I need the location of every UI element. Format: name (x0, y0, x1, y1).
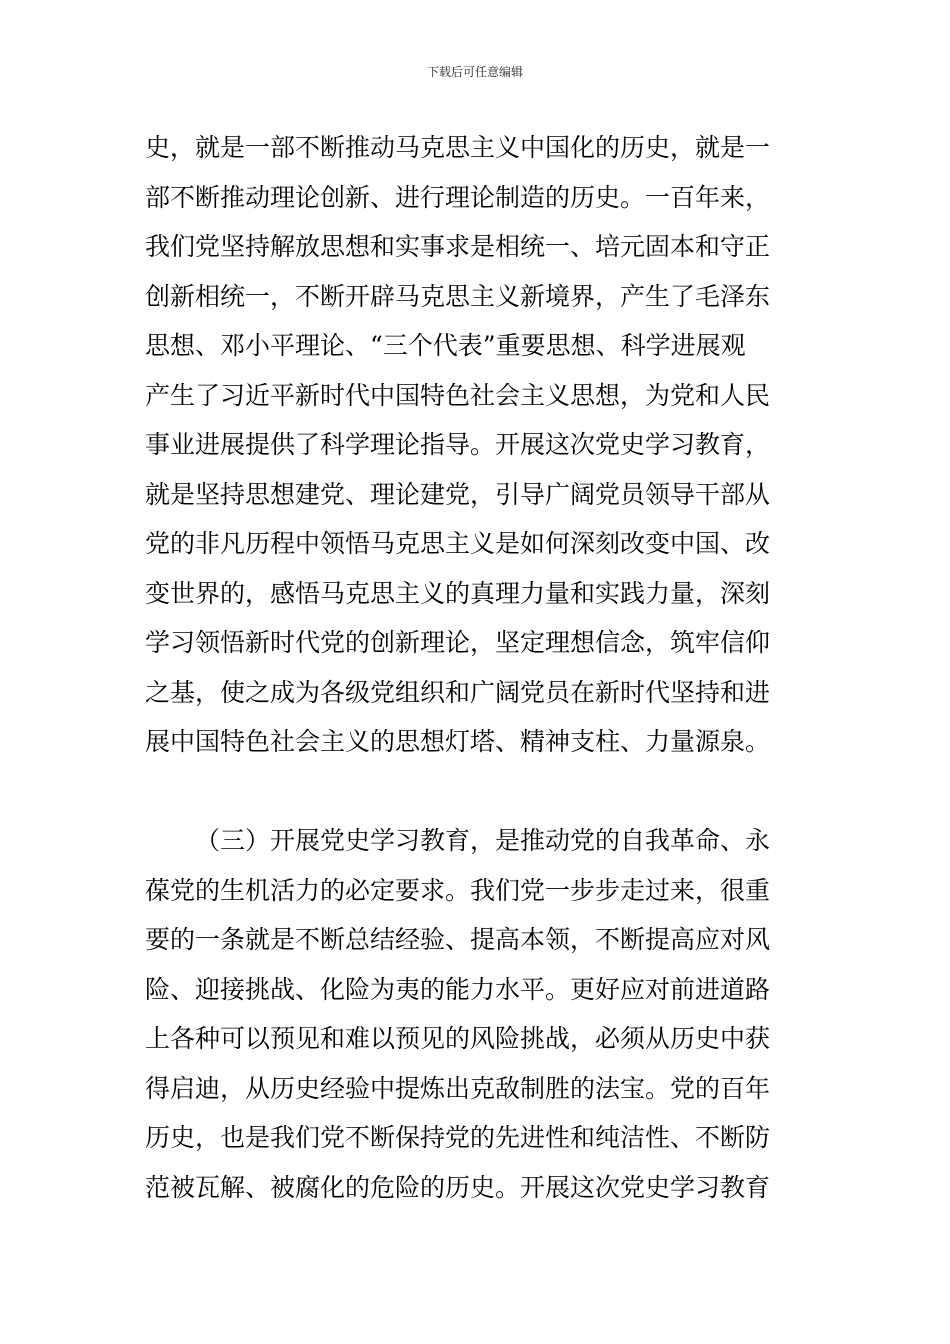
paragraph-line: 变世界的，感悟马克思主义的真理力量和实践力量，深刻 (145, 579, 771, 608)
paragraph-line: 范被瓦解、被腐化的危险的历史。开展这次党史学习教育 (145, 1173, 771, 1202)
paragraph-line: （三）开展党史学习教育，是推动党的自我革命、永 (195, 826, 771, 855)
paragraph-line: 历史，也是我们党不断保持党的先进性和纯洁性、不断防 (145, 1123, 771, 1152)
paragraph-line: 就是坚持思想建党、理论建党，引导广阔党员领导干部从 (145, 480, 771, 509)
paragraph-line: 创新相统一，不断开辟马克思主义新境界，产生了毛泽东 (145, 282, 771, 311)
paragraph-line: 展中国特色社会主义的思想灯塔、精神支柱、力量源泉。 (145, 727, 771, 756)
paragraph-line: 学习领悟新时代党的创新理论，坚定理想信念，筑牢信仰 (145, 628, 771, 657)
paragraph-line: 之基，使之成为各级党组织和广阔党员在新时代坚持和进 (145, 678, 771, 707)
paragraph-line: 葆党的生机活力的必定要求。我们党一步步走过来，很重 (145, 876, 771, 905)
paragraph-line: 部不断推动理论创新、进行理论制造的历史。一百年来， (145, 183, 771, 212)
paragraph-line: 上各种可以预见和难以预见的风险挑战，必须从历史中获 (145, 1024, 771, 1053)
paragraph-line: 事业进展提供了科学理论指导。开展这次党史学习教育， (145, 430, 771, 459)
paragraph-line: 我们党坚持解放思想和实事求是相统一、培元固本和守正 (145, 232, 771, 261)
paragraph-line: 险、迎接挑战、化险为夷的能力水平。更好应对前进道路 (145, 975, 771, 1004)
paragraph-line: 史，就是一部不断推动马克思主义中国化的历史，就是一 (145, 133, 771, 162)
paragraph-line: 得启迪，从历史经验中提炼出克敌制胜的法宝。党的百年 (145, 1074, 771, 1103)
page-header: 下载后可任意编辑 (426, 65, 523, 79)
paragraph-line: 要的一条就是不断总结经验、提高本领，不断提高应对风 (145, 925, 771, 954)
paragraph-line: 思想、邓小平理论、“三个代表”重要思想、科学进展观 (145, 331, 746, 360)
paragraph-line: 产生了习近平新时代中国特色社会主义思想，为党和人民 (145, 381, 771, 410)
paragraph-line: 党的非凡历程中领悟马克思主义是如何深刻改变中国、改 (145, 529, 771, 558)
